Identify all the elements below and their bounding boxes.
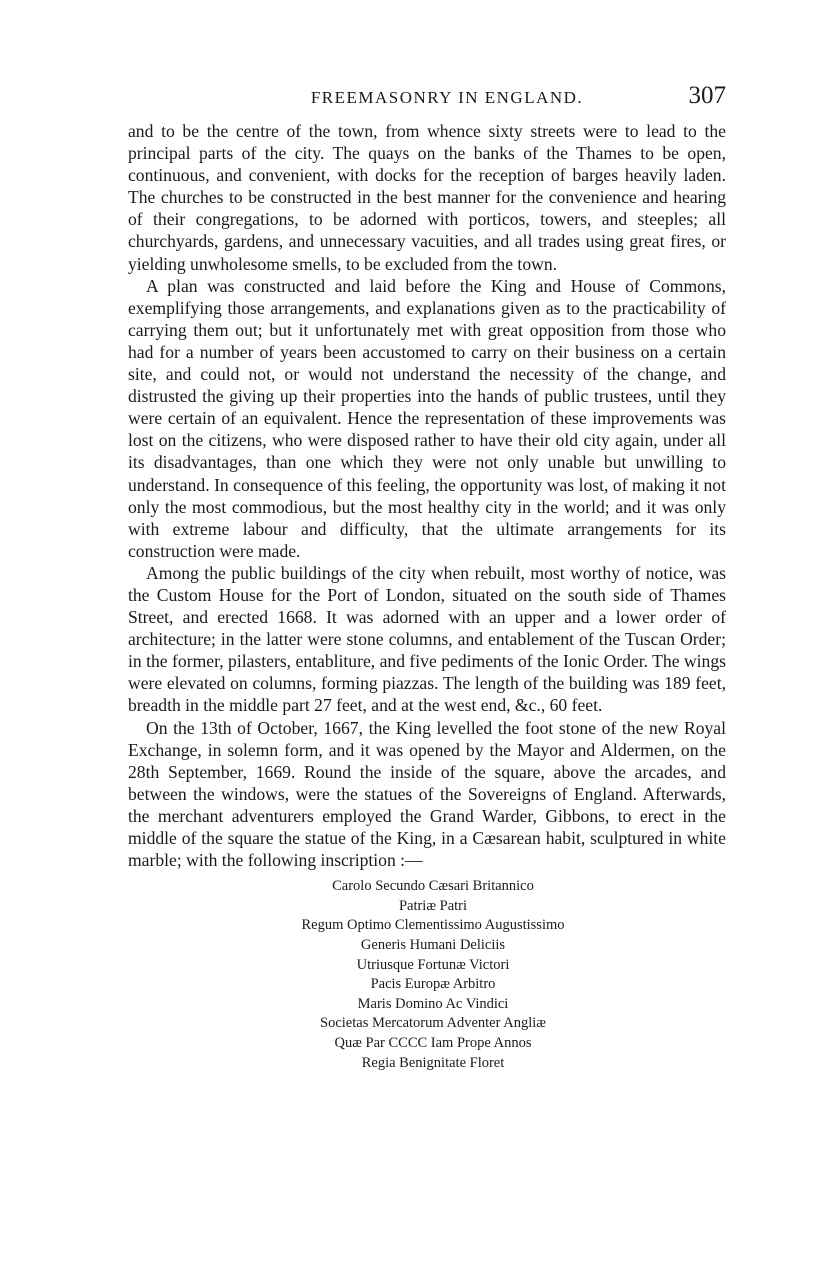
paragraph-custom-house: Among the public buildings of the city when rebuilt, most worthy of notice, was the Custom House for the Port of London, situated on the south side of Thames Street, and erected 1668. It was adorned with an upper and a lower order of architecture; in the latter were stone columns, and entablement of the Tuscan Order; in the former, pilasters, entabliture, and five pediments of the Ionic Order. The wings were elevated on columns, forming piazzas. The length of the building was 189 feet, breadth in the middle part 27 feet, and at the west end, &c., 60 feet.	[128, 562, 726, 716]
paragraph-plan-opposition: A plan was constructed and laid before the King and House of Commons, exemplifying those arrangements, and explanations given as to the practicability of carrying them out; but it unfortunately met with great opposition from those who had for a number of years been accustomed to carry on their business on a certain site, and could not, or would not understand the necessity of the change, and distrusted the giving up their properties into the hands of public trustees, until they were certain of an equivalent. Hence the representation of these improvements was lost on the citizens, who were disposed rather to have their old city again, under all its disadvantages, than one which they were not only unable but unwilling to understand. In consequence of this feeling, the opportunity was lost, of making it not only the most commodious, but the most healthy city in the world; and it was only with extreme labour and difficulty, that the ultimate arrangements for its construction were made.	[128, 275, 726, 561]
inscription-line: Pacis Europæ Arbitro	[370, 976, 496, 993]
latin-inscription	[128, 877, 726, 1073]
running-header	[128, 82, 726, 118]
inscription-line: Generis Humani Deliciis	[360, 936, 506, 953]
inscription-line: Carolo Secundo Cæsari Britannico	[332, 878, 534, 895]
inscription-line: Regum Optimo Clementissimo Augustissimo	[301, 917, 565, 934]
inscription-line: Maris Domino Ac Vindici	[357, 995, 509, 1012]
page-number: 307	[688, 82, 726, 109]
inscription-line: Utriusque Fortunæ Victori	[356, 956, 510, 973]
book-page	[128, 82, 726, 1073]
paragraph-royal-exchange: On the 13th of October, 1667, the King levelled the foot stone of the new Royal Exchange, in solemn form, and it was opened by the Mayor and Aldermen, on the 28th September, 1669. Round the inside of the square, above the arcades, and between the windows, were the statues of the Sovereigns of England. Afterwards, the merchant adventurers employed the Grand Warder, Gibbons, to erect in the middle of the square the statue of the King, in a Cæsarean habit, sculptured in white marble; with the following inscription :—	[128, 717, 726, 871]
paragraph-town-plan: and to be the centre of the town, from whence sixty streets were to lead to the principal parts of the city. The quays on the banks of the Thames to be open, continuous, and convenient, with docks for the reception of barges heavily laden. The churches to be constructed in the best manner for the convenience and hearing of their congregations, to be adorned with porticos, towers, and steeples; all churchyards, gardens, and unnecessary vacuities, and all trades using great fires, or yielding unwholesome smells, to be excluded from the town.	[128, 121, 726, 274]
inscription-line: Patriæ Patri	[398, 897, 468, 914]
body-text	[128, 120, 726, 871]
inscription-line: Quæ Par CCCC Iam Prope Annos	[334, 1034, 532, 1051]
running-title: FREEMASONRY IN ENGLAND.	[310, 88, 584, 107]
inscription-line: Regia Benignitate Floret	[361, 1054, 505, 1071]
inscription-line: Societas Mercatorum Adventer Angliæ	[320, 1015, 546, 1032]
